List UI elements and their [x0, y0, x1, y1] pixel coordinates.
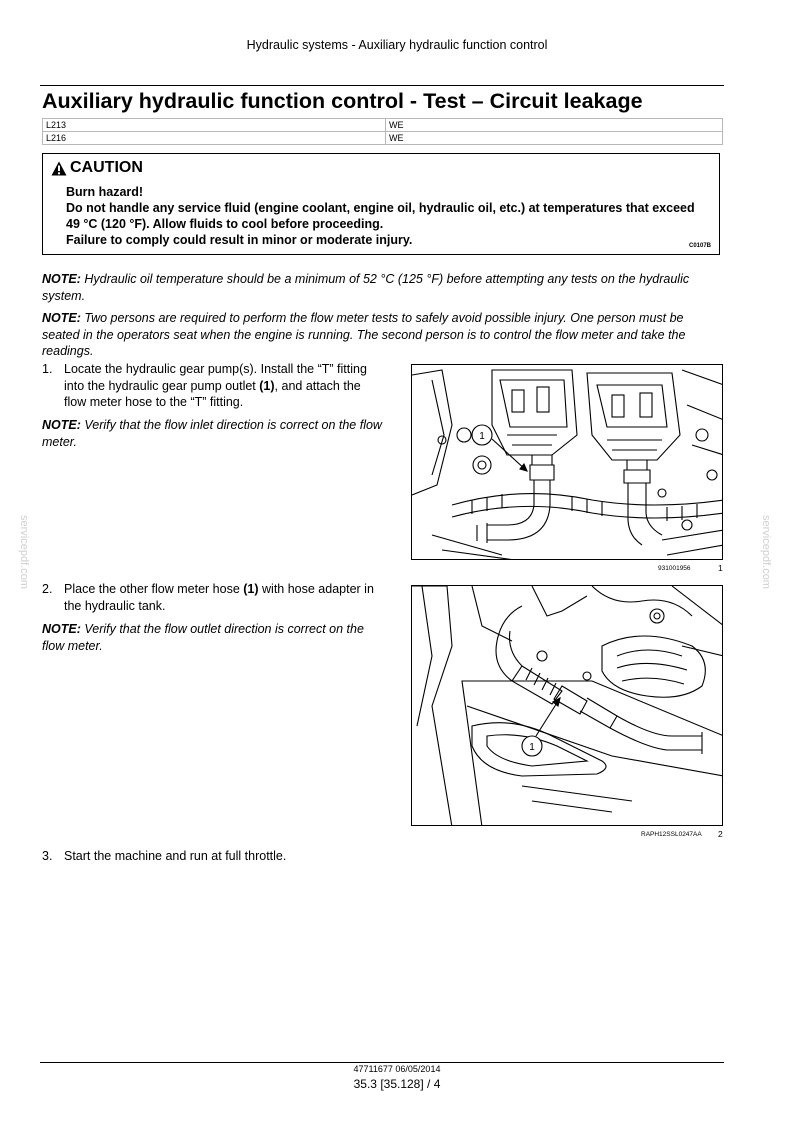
note-label: NOTE:	[42, 272, 81, 286]
page-title: Auxiliary hydraulic function control - Test – Circuit leakage	[42, 89, 643, 113]
step-1	[42, 361, 384, 411]
caution-body	[66, 184, 706, 248]
caution-heading-text: CAUTION	[70, 159, 143, 176]
model-cell: L213	[43, 119, 386, 132]
step-3	[42, 848, 724, 865]
note-text: Two persons are required to perform the flow meter tests to safely avoid possible injury. One person must be seated in the operators seat when the engine is running. The second person is to control the flow meter and take the readings.	[42, 311, 686, 358]
header-rule	[40, 85, 724, 86]
step-2-note	[42, 621, 384, 654]
step-2	[42, 581, 384, 614]
footer-doc-ref: 47711677 06/05/2014	[353, 1064, 441, 1074]
figure-caption-code: 931001956	[658, 565, 691, 572]
note-text: Hydraulic oil temperature should be a minimum of 52 °C (125 °F) before attempting any tests on the hydraulic system.	[42, 272, 690, 303]
caution-line: Burn hazard!	[66, 185, 144, 199]
step-number: 3.	[42, 849, 53, 863]
caution-heading	[51, 159, 143, 177]
hydraulic-tank-illustration	[412, 586, 723, 826]
footer-rule	[40, 1062, 724, 1063]
caution-line: Do not handle any service fluid (engine coolant, engine oil, hydraulic oil, etc.) at temperatures that exceed 49 °C (120 °F). Allow fluids to cool before proceeding.	[66, 201, 695, 231]
step-text-part: with hose adapter in the hydraulic tank.	[64, 582, 374, 613]
watermark-left: servicepdf.com	[18, 515, 30, 589]
table-row	[43, 119, 723, 132]
gear-pump-illustration	[412, 365, 723, 560]
watermark-right: servicepdf.com	[760, 515, 772, 589]
step-number: 2.	[42, 582, 53, 596]
step-1-note	[42, 417, 384, 450]
step-text	[64, 361, 384, 411]
model-cell: L216	[43, 132, 386, 145]
figure-callout: 1	[529, 742, 535, 753]
note-label: NOTE:	[42, 418, 81, 432]
step-text-part: Locate the hydraulic gear pump(s). Install the “T” fitting into the hydraulic gear pump outlet	[64, 362, 367, 393]
step-text	[64, 581, 384, 614]
step-callout: (1)	[259, 378, 275, 393]
step-number: 1.	[42, 362, 53, 376]
note-persons	[42, 310, 724, 360]
step-callout: (1)	[243, 582, 259, 596]
step-text-part: Place the other flow meter hose	[64, 582, 244, 596]
note-temperature	[42, 271, 724, 304]
figure-number: 1	[718, 563, 723, 573]
figure-callout: 1	[479, 431, 485, 442]
caution-code: C0107B	[688, 243, 711, 249]
model-table	[42, 118, 723, 145]
note-text: Verify that the flow inlet direction is correct on the flow meter.	[42, 418, 382, 449]
figure-caption-code: RAPH12SSL0247AA	[641, 831, 702, 838]
region-cell: WE	[386, 119, 723, 132]
note-text: Verify that the flow outlet direction is correct on the flow meter.	[42, 622, 364, 653]
footer-page-number: 35.3 [35.128] / 4	[353, 1077, 441, 1091]
figure-number: 2	[718, 829, 723, 839]
running-header: Hydraulic systems - Auxiliary hydraulic function control	[246, 38, 548, 52]
step-text-part: , and attach the flow meter hose to the “T” fitting.	[64, 378, 361, 409]
caution-box	[42, 153, 720, 255]
region-cell: WE	[386, 132, 723, 145]
figure-2	[411, 585, 723, 826]
table-row	[43, 132, 723, 145]
warning-triangle-icon	[51, 161, 67, 176]
step-text: Start the machine and run at full throttle.	[64, 849, 287, 863]
note-label: NOTE:	[42, 622, 81, 636]
caution-line: Failure to comply could result in minor or moderate injury.	[66, 233, 413, 247]
note-label: NOTE:	[42, 311, 81, 325]
figure-1	[411, 364, 723, 560]
